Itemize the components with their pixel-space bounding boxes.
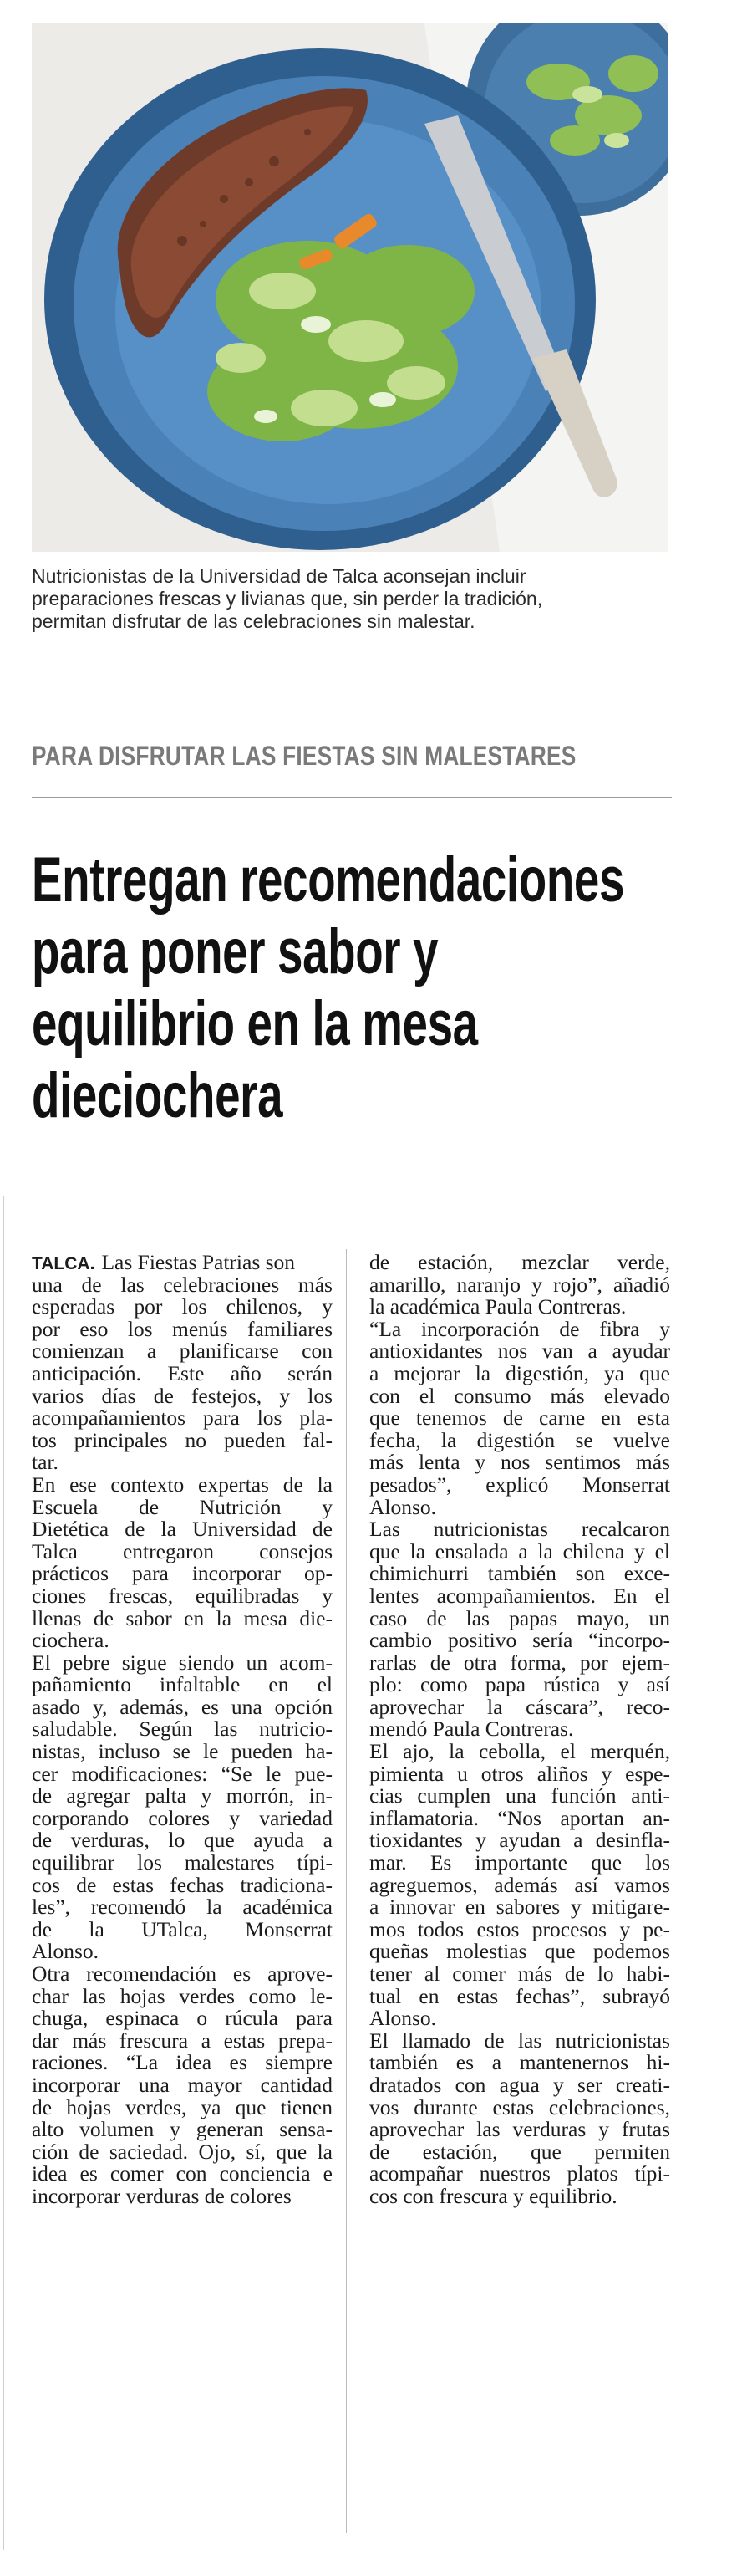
body-text-line: una de las celebraciones más <box>32 1272 333 1297</box>
article-kicker: PARA DISFRUTAR LAS FIESTAS SIN MALESTARES <box>32 741 577 771</box>
body-text-line: antioxidantes nos van a ayudar <box>369 1339 670 1364</box>
body-text-line: fecha, la digestión se vuelve <box>369 1427 670 1452</box>
body-text-line: cos con frescura y equilibrio. <box>369 2183 617 2208</box>
body-text-line: queñas molestias que podemos <box>369 1939 670 1964</box>
body-text-line: chuga, espinaca o rúcula para <box>32 2006 333 2031</box>
body-text-line: acompañar nuestros platos típi- <box>369 2161 670 2186</box>
body-text-line: de estación, mezclar verde, <box>369 1250 670 1274</box>
page-edge-line <box>3 1196 4 2550</box>
body-text-line: prácticos para incorporar op- <box>32 1561 333 1586</box>
body-text-line: El llamado de las nutricionistas <box>369 2028 670 2053</box>
body-text-line: comienzan a planificarse con <box>32 1339 333 1364</box>
body-text-line: raciones. “La idea es siempre <box>32 2050 333 2075</box>
body-text-line: Otra recomendación es aprove- <box>32 1961 333 1986</box>
body-text-line: cambio positivo sería “incorpo- <box>369 1628 670 1653</box>
body-text-line: pesados”, explicó Monserrat <box>369 1472 670 1497</box>
body-text-line: incorporar verduras de colores <box>32 2183 292 2208</box>
body-text-line: la académica Paula Contreras. <box>369 1294 627 1319</box>
body-text-line: más lenta y nos sentimos más <box>369 1450 670 1475</box>
body-text-line: El pebre sigue siendo un acom- <box>32 1650 333 1675</box>
body-text-line: vos durante estas celebraciones, <box>369 2094 670 2119</box>
body-text-line: tar. <box>32 1450 58 1475</box>
food-photo <box>32 23 668 552</box>
kicker-divider <box>32 797 672 798</box>
plate-with-steak-and-salad-image <box>32 23 668 552</box>
body-text-line: por eso los menús familiares <box>32 1316 333 1341</box>
body-text-line: dratados con agua y ser creati- <box>369 2072 670 2097</box>
body-text-line: cias cumplen una función anti- <box>369 1783 670 1808</box>
body-text-line: saludable. Según las nutricio- <box>32 1716 333 1742</box>
body-text-line: amarillo, naranjo y rojo”, añadió <box>369 1272 670 1297</box>
body-text-line: que la ensalada a la chilena y el <box>369 1538 670 1563</box>
body-text-line: chimichurri también son exce- <box>369 1561 670 1586</box>
body-text-line: rarlas de otra forma, por ejem- <box>369 1650 670 1675</box>
article-body-left-column <box>32 1252 333 2208</box>
body-text-line: alto volumen y generan sensa- <box>32 2117 333 2142</box>
headline-line: equilibrio en la mesa <box>32 988 478 1059</box>
body-text-line: varios días de festejos, y los <box>32 1383 333 1408</box>
body-text-line: Las nutricionistas recalcaron <box>369 1517 670 1542</box>
column-divider <box>346 1249 347 2533</box>
body-text-line: char las hojas verdes como le- <box>32 1983 333 2008</box>
body-text-line: corporando colores y variedad <box>32 1805 333 1830</box>
caption-line: preparaciones frescas y livianas que, sin perder la tradición, <box>32 588 543 610</box>
body-text-line: nistas, incluso se le pueden ha- <box>32 1739 333 1764</box>
body-text-line: acompañamientos para los pla- <box>32 1405 333 1431</box>
body-text-line: Escuela de Nutrición y <box>32 1494 333 1519</box>
body-text-line: de verduras, lo que ayuda a <box>32 1828 333 1853</box>
body-text-line: mos todos estos procesos y pe- <box>369 1916 670 1941</box>
body-text-line: Talca entregaron consejos <box>32 1538 333 1563</box>
article-headline <box>32 844 633 1132</box>
body-text-line: de agregar palta y morrón, in- <box>32 1783 333 1808</box>
body-text-line: ción de saciedad. Ojo, sí, que la <box>32 2139 333 2164</box>
body-text-line: Alonso. <box>369 2006 437 2031</box>
body-text-line: agreguemos, además así vamos <box>369 1872 670 1897</box>
body-text-line: Dietética de la Universidad de <box>32 1517 333 1542</box>
body-text-line: que tenemos de carne en esta <box>369 1405 670 1431</box>
headline-line: dieciochera <box>32 1060 283 1131</box>
body-text-line: Alonso. <box>32 1939 99 1964</box>
body-text-line: caso de las papas mayo, un <box>369 1605 670 1630</box>
body-text-line: con el consumo más elevado <box>369 1383 670 1408</box>
body-text-line: de la UTalca, Monserrat <box>32 1916 333 1941</box>
body-text-line: dar más frescura a estas prepa- <box>32 2028 333 2053</box>
body-text-line: ciones frescas, equilibradas y <box>32 1583 333 1608</box>
body-text-line: a mejorar la digestión, ya que <box>369 1360 670 1385</box>
body-text-line: lentes acompañamientos. En el <box>369 1583 670 1608</box>
body-text-line: cos de estas fechas tradiciona- <box>32 1872 333 1897</box>
body-text-line: ciochera. <box>32 1628 109 1653</box>
body-text-line: también es a mantenernos hi- <box>369 2050 670 2075</box>
body-text-line: a innovar en sabores y mitigare- <box>369 1895 670 1920</box>
body-text-line: inflamatoria. “Nos aportan an- <box>369 1805 670 1830</box>
body-text-line: plo: como papa rústica y así <box>369 1672 670 1697</box>
article-body-right-column <box>369 1252 670 2208</box>
body-text-line: equilibrar los malestares típi- <box>32 1850 333 1875</box>
photo-caption <box>32 565 700 633</box>
headline-line: Entregan recomendaciones <box>32 844 625 916</box>
body-text-line: aprovechar las verduras y frutas <box>369 2117 670 2142</box>
body-text-line: de estación, que permiten <box>369 2139 670 2164</box>
body-text-line: de hojas verdes, ya que tienen <box>32 2094 333 2119</box>
body-text-line: cer modificaciones: “Se le pue- <box>32 1761 333 1786</box>
body-text-line: esperadas por los chilenos, y <box>32 1294 333 1319</box>
dateline: TALCA. <box>32 1254 95 1273</box>
body-text-line: pimienta u otros aliños y espe- <box>369 1761 670 1786</box>
body-text-line: tual en estas fechas”, subrayó <box>369 1983 670 2008</box>
body-text-line: mar. Es importante que los <box>369 1850 670 1875</box>
body-text-line: idea es comer con conciencia e <box>32 2161 333 2186</box>
body-text-line: les”, recomendó la académica <box>32 1895 333 1920</box>
body-text-line: tener al comer más de lo habi- <box>369 1961 670 1986</box>
body-text-line: tioxidantes y ayudan a desinfla- <box>369 1828 670 1853</box>
body-text-line: En ese contexto expertas de la <box>32 1472 333 1497</box>
body-text-line: llenas de sabor en la mesa die- <box>32 1605 333 1630</box>
body-text-line: mendó Paula Contreras. <box>369 1716 574 1742</box>
body-text-line: tos principales no pueden fal- <box>32 1427 333 1452</box>
body-text-line: Alonso. <box>369 1494 437 1519</box>
body-text-line: asado y, además, es una opción <box>32 1694 333 1719</box>
body-text-line: anticipación. Este año serán <box>32 1360 333 1385</box>
body-text-line: incorporar una mayor cantidad <box>32 2072 333 2097</box>
headline-line: para poner sabor y <box>32 916 439 987</box>
body-text-line: pañamiento infaltable en el <box>32 1672 333 1697</box>
body-text-line: aprovechar la cáscara”, reco- <box>369 1694 670 1719</box>
caption-line: Nutricionistas de la Universidad de Talca aconsejan incluir <box>32 565 526 587</box>
body-text-line: El ajo, la cebolla, el merquén, <box>369 1739 670 1764</box>
body-text-line: TALCA. Las Fiestas Patrias son <box>32 1250 296 1274</box>
caption-line: permitan disfrutar de las celebraciones sin malestar. <box>32 610 475 632</box>
body-text-line: “La incorporación de fibra y <box>369 1316 670 1341</box>
